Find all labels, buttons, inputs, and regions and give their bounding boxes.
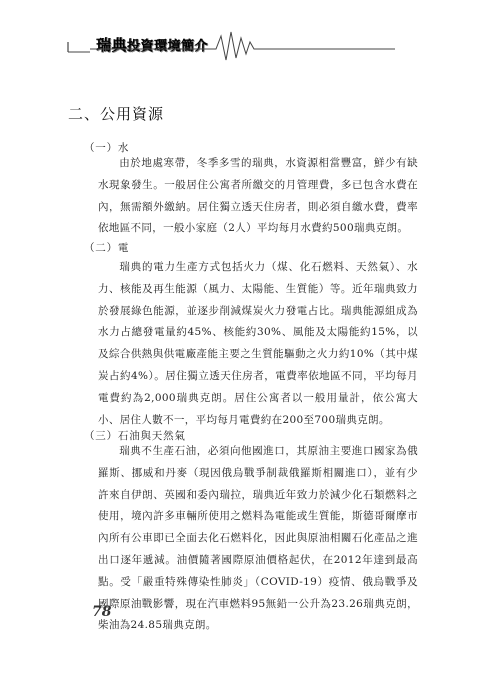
paragraph-electricity — [98, 257, 418, 431]
paragraph-electricity-text: 瑞典的電力生產方式包括火力（煤、化石燃料、天然氣）、水力、核能及再生能源（風力、太陽能、生質能）等。近年瑞典致力於發展綠色能源，並逐步削減煤炭火力發電占比。瑞典能源組成為水力占總發電量約45%、核能約30%、風能及太陽能約15%，以及綜合供熱與供電廠產能主要之生質能驅動之火力約10%（其中煤炭占約4%）。居住獨立透天住房者，電費率依地區不同，平均每月電費約為2,000瑞典克朗。居住公寓者以一般用量計，依公寓大小、居住人數不一，平均每月電費約在200至700瑞典克朗。 — [98, 261, 418, 426]
header-heartbeat-line — [0, 28, 480, 62]
paragraph-water — [98, 153, 418, 240]
subheading-water: （一）水 — [84, 142, 130, 154]
subheading-electricity: （二）電 — [84, 242, 130, 254]
section-heading-public-resources: 二、公用資源 — [68, 105, 165, 123]
subheading-oil-gas: （三）石油與天然氣 — [84, 430, 186, 442]
paragraph-water-text: 由於地處寒帶，冬季多雪的瑞典，水資源相當豐富，鮮少有缺水現象發生。一般居住公寓者所繳交的月管理費，多已包含水費在內，無需額外繳納。居住獨立透天住房者，則必須自繳水費，費率依地區不同，一般小家庭（2人）平均每月水費約500瑞典克朗。 — [98, 157, 418, 235]
page-number: 78 — [92, 604, 112, 620]
page-header — [0, 0, 480, 60]
header-title-big: 瑞典 — [96, 36, 128, 54]
header-title-rest: 投資環境簡介 — [127, 39, 209, 54]
paragraph-oil-gas — [98, 441, 418, 637]
paragraph-oil-gas-text: 瑞典不生產石油，必須向他國進口，其原油主要進口國家為俄羅斯、挪威和丹麥（現因俄烏戰爭制裁俄羅斯相關進口），並有少許來自伊朗、英國和委內瑞拉，瑞典近年致力於減少化石類燃料之使用，境內許多車輛所使用之燃料為電能或生質能，斯德哥爾摩市內所有公車即已全面去化石燃料化，因此與原油相關石化產品之進出口逐年遞減。油價隨著國際原油價格起伏，在2012年達到最高點。受「嚴重特殊傳染性肺炎」（COVID-19）疫情、俄烏戰爭及國際原油戰影響，現在汽車燃料95無鉛一公升為23.26瑞典克朗，柴油為24.85瑞典克朗。 — [98, 445, 418, 632]
